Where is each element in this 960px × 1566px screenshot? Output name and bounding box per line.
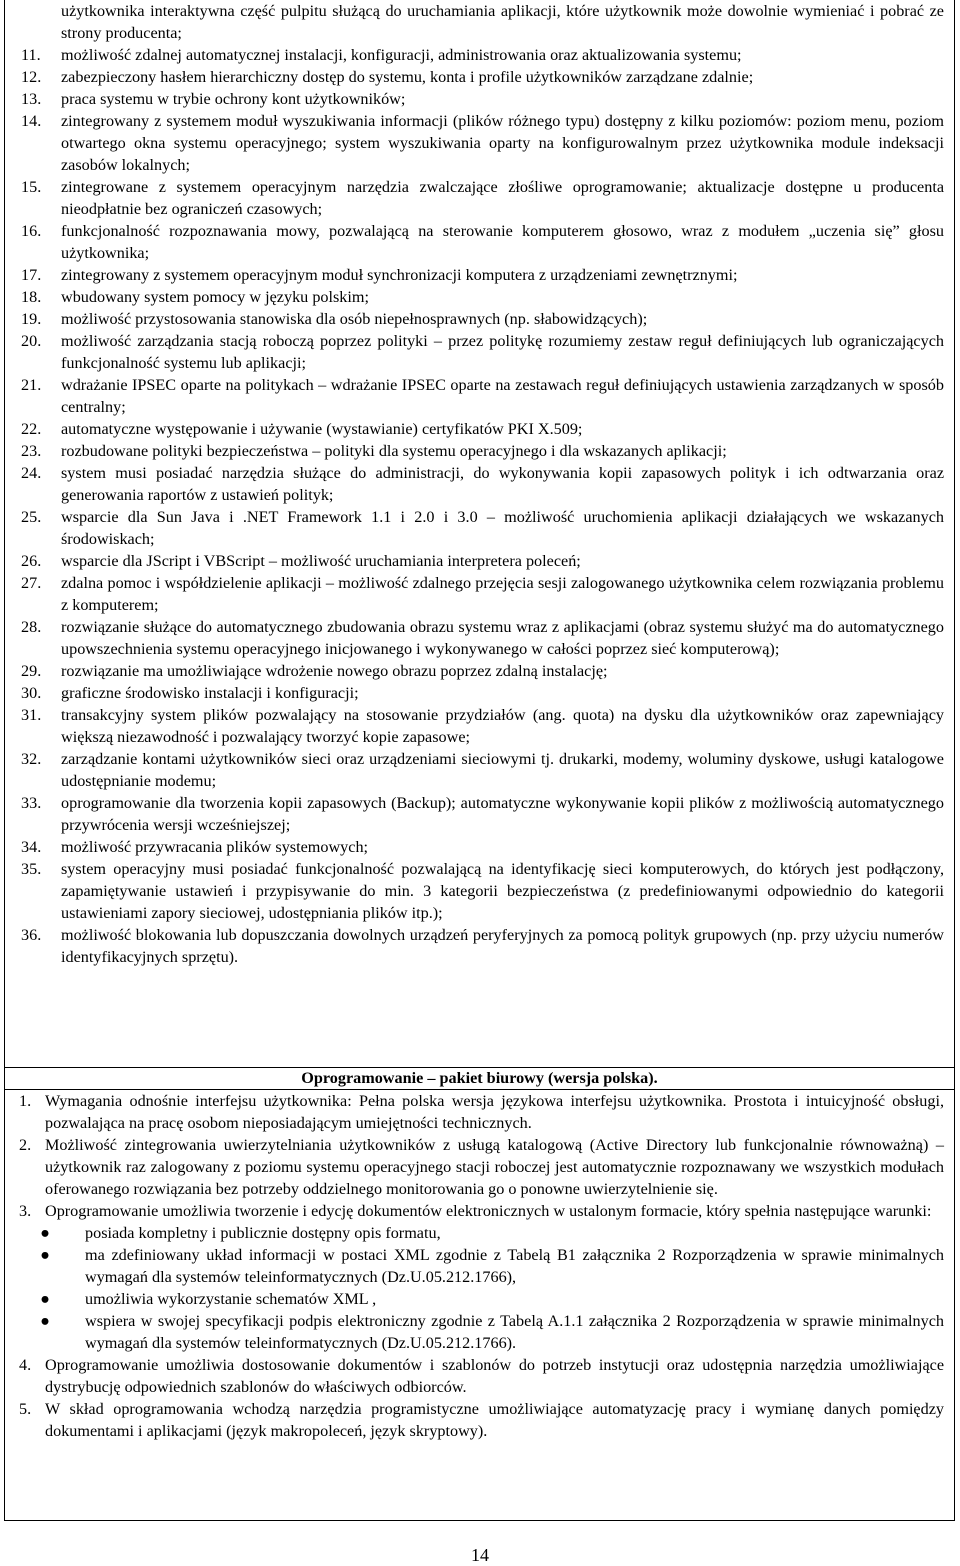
list-item-number: 31. <box>21 706 42 724</box>
office-requirements-section <box>5 1090 954 1442</box>
list-item <box>5 110 954 176</box>
list-item <box>5 836 954 858</box>
list-item-number: 21. <box>21 376 42 394</box>
list-item-number: 3. <box>19 1202 32 1220</box>
list-item-number: 35. <box>21 860 42 878</box>
list-item-text: wsparcie dla Sun Java i .NET Framework 1.1 i 2.0 i 3.0 – możliwość uruchomienia aplikacji działających we wskazanych środowiskach; <box>61 508 944 548</box>
list-item-text: automatyczne występowanie i używanie (wystawianie) certyfikatów PKI X.509; <box>61 420 583 438</box>
list-item-text: możliwość zdalnej automatycznej instalacji, konfiguracji, administrowania oraz aktualizowania systemu; <box>61 46 742 64</box>
list-item-text: zabezpieczony hasłem hierarchiczny dostęp do systemu, konta i profile użytkowników zarządzane zdalnie; <box>61 68 754 86</box>
list-item-text: zintegrowany z systemem moduł wyszukiwania informacji (plików różnego typu) dostępny z kilku poziomów: poziom menu, poziom otwartego okna systemu operacyjnego; system wyszukiwania oparty na konfigurowalnym przez użytkownika module indeksacji zasobów lokalnych; <box>61 112 944 174</box>
list-item <box>5 682 954 704</box>
list-item-text: wdrażanie IPSEC oparte na politykach – wdrażanie IPSEC oparte na zestawach reguł definiujących ustawienia zarządzanych w sposób centralny; <box>61 376 944 416</box>
bullet-item <box>5 1222 954 1244</box>
list-item <box>5 924 954 968</box>
bullet-item <box>5 1310 954 1354</box>
list-item-number: 18. <box>21 288 42 306</box>
list-item <box>5 572 954 616</box>
list-item-text: graficzne środowisko instalacji i konfiguracji; <box>61 684 359 702</box>
list-item-text: rozwiązanie służące do automatycznego zbudowania obrazu systemu wraz z aplikacjami (obraz systemu służyć ma do automatycznego upowszechnienia systemu operacyjnego inicjowanego i wykonywanego w całości poprzez sieć komputerową); <box>61 618 944 658</box>
list-item-text: rozbudowane polityki bezpieczeństwa – polityki dla systemu operacyjnego i dla wskazanych aplikacji; <box>61 442 727 460</box>
bullet-text: posiada kompletny i publicznie dostępny opis formatu, <box>85 1224 441 1242</box>
list-item <box>5 330 954 374</box>
list-item-number: 32. <box>21 750 42 768</box>
list-item <box>5 858 954 924</box>
document-frame <box>4 0 955 1521</box>
list-item-number: 14. <box>21 112 42 130</box>
bullet-item <box>5 1244 954 1288</box>
list-item <box>5 88 954 110</box>
list-item-text: zarządzanie kontami użytkowników sieci oraz urządzeniami sieciowymi tj. drukarki, modemy, woluminy dyskowe, usługi katalogowe udostępnianie modemu; <box>61 750 944 790</box>
list-item-text: zintegrowany z systemem operacyjnym moduł synchronizacji komputera z urządzeniami zewnętrznymi; <box>61 266 738 284</box>
list-item-text: Możliwość zintegrowania uwierzytelniania użytkowników z usługą katalogową (Active Directory lub funkcjonalnie równoważną) – użytkownik raz zalogowany z poziomu systemu operacyjnego stacji roboczej jest automatycznie rozpoznawany we wszystkich modułach oferowanego rozwiązania bez potrzeby oddzielnego monitorowania go o ponowne uwierzytelnienie się. <box>45 1136 944 1198</box>
os-requirements-list <box>5 44 954 968</box>
list-item <box>5 1200 954 1222</box>
page-number: 14 <box>471 1545 489 1565</box>
list-item <box>5 748 954 792</box>
list-item-text: możliwość zarządzania stacją roboczą poprzez polityki – przez politykę rozumiemy zestaw reguł definiujących lub ograniczających funkcjonalność systemu lub aplikacji; <box>61 332 944 372</box>
bullet-icon: ● <box>40 1312 50 1330</box>
list-item-number: 1. <box>19 1092 32 1110</box>
list-item-text: możliwość przystosowania stanowiska dla osób niepełnosprawnych (np. słabowidzących); <box>61 310 648 328</box>
list-item <box>5 1354 954 1398</box>
list-item <box>5 616 954 660</box>
list-item <box>5 66 954 88</box>
list-item-number: 5. <box>19 1400 32 1418</box>
list-item-number: 29. <box>21 662 42 680</box>
list-item-number: 28. <box>21 618 42 636</box>
bullet-text: umożliwia wykorzystanie schematów XML , <box>85 1290 377 1308</box>
continued-item-text: użytkownika interaktywna część pulpitu służącą do uruchamiania aplikacji, które użytkownik może dowolnie wymieniać i pobrać ze strony producenta; <box>61 2 944 42</box>
office-requirements-list <box>5 1090 954 1222</box>
list-item <box>5 176 954 220</box>
format-conditions-list <box>5 1222 954 1354</box>
list-item <box>5 308 954 330</box>
list-item <box>5 220 954 264</box>
list-item <box>5 286 954 308</box>
list-item-number: 20. <box>21 332 42 350</box>
bullet-icon: ● <box>40 1246 50 1264</box>
list-item-number: 4. <box>19 1356 32 1374</box>
list-item-number: 16. <box>21 222 42 240</box>
list-item <box>5 264 954 286</box>
list-item-number: 25. <box>21 508 42 526</box>
list-item-number: 23. <box>21 442 42 460</box>
list-item-number: 13. <box>21 90 42 108</box>
bullet-item <box>5 1288 954 1310</box>
list-item-text: Oprogramowanie umożliwia tworzenie i edycję dokumentów elektronicznych w ustalonym formacie, który spełnia następujące warunki: <box>45 1202 932 1220</box>
list-item-text: funkcjonalność rozpoznawania mowy, pozwalającą na sterowanie komputerem głosowo, wraz z modułem „uczenia się” głosu użytkownika; <box>61 222 944 262</box>
bullet-text: wspiera w swojej specyfikacji podpis elektroniczny zgodnie z Tabelą A.1.1 załącznika 2 Rozporządzenia w sprawie minimalnych wymagań dla systemów teleinformatycznych (Dz.U.05.212.1766). <box>85 1312 944 1352</box>
office-requirements-list-continued <box>5 1354 954 1442</box>
list-item-number: 12. <box>21 68 42 86</box>
list-item <box>5 418 954 440</box>
list-item-text: Oprogramowanie umożliwia dostosowanie dokumentów i szablonów do potrzeb instytucji oraz udostępnia narzędzia umożliwiające dystrybucję odpowiednich szablonów do właściwych odbiorców. <box>45 1356 944 1396</box>
list-item-text: system musi posiadać narzędzia służące do administracji, do wykonywania kopii zapasowych polityk i ich odtwarzania oraz generowania raportów z ustawień polityk; <box>61 464 944 504</box>
list-item-number: 24. <box>21 464 42 482</box>
list-item <box>5 462 954 506</box>
list-item-number: 2. <box>19 1136 32 1154</box>
list-item-text: W skład oprogramowania wchodzą narzędzia programistyczne umożliwiające automatyzację pracy i wymianę danych pomiędzy dokumentami i aplikacjami (język makropoleceń, język skryptowy). <box>45 1400 944 1440</box>
os-requirements-section <box>5 0 954 1068</box>
list-item-number: 27. <box>21 574 42 592</box>
list-item-text: zdalna pomoc i współdzielenie aplikacji – możliwość zdalnego przejęcia sesji zalogowanego użytkownika celem rozwiązania problemu z komputerem; <box>61 574 944 614</box>
list-item-text: rozwiązanie ma umożliwiające wdrożenie nowego obrazu poprzez zdalną instalację; <box>61 662 608 680</box>
list-item-text: system operacyjny musi posiadać funkcjonalność pozwalającą na identyfikację sieci komputerowych, do których jest podłączony, zapamiętywanie ustawień i przypisywanie do min. 3 kategorii bezpieczeństwa (z predefiniowanymi odpowiednio do kategorii ustawieniami zapory sieciowej, udostępniania plików itp.); <box>61 860 944 922</box>
list-item-text: oprogramowanie dla tworzenia kopii zapasowych (Backup); automatyczne wykonywanie kopii plików z możliwością automatycznego przywrócenia wersji wcześniejszej; <box>61 794 944 834</box>
bullet-icon: ● <box>40 1224 50 1242</box>
list-item <box>5 550 954 572</box>
list-item-text: wbudowany system pomocy w języku polskim; <box>61 288 369 306</box>
list-item <box>5 374 954 418</box>
list-item-number: 19. <box>21 310 42 328</box>
list-item-number: 17. <box>21 266 42 284</box>
bullet-icon: ● <box>40 1290 50 1308</box>
list-item <box>5 1134 954 1200</box>
list-item <box>5 704 954 748</box>
list-item-number: 11. <box>21 46 41 64</box>
list-item-number: 15. <box>21 178 42 196</box>
list-item-text: możliwość przywracania plików systemowych; <box>61 838 369 856</box>
section-heading: Oprogramowanie – pakiet biurowy (wersja polska). <box>5 1068 954 1090</box>
list-item <box>5 660 954 682</box>
list-item-number: 30. <box>21 684 42 702</box>
list-item-text: zintegrowane z systemem operacyjnym narzędzia zwalczające złośliwe oprogramowanie; aktualizacje dostępne u producenta nieodpłatnie bez ograniczeń czasowych; <box>61 178 944 218</box>
list-item-text: praca systemu w trybie ochrony kont użytkowników; <box>61 90 406 108</box>
list-item <box>5 792 954 836</box>
list-item <box>5 1398 954 1442</box>
bullet-text: ma zdefiniowany układ informacji w postaci XML zgodnie z Tabelą B1 załącznika 2 Rozporządzenia w sprawie minimalnych wymagań dla systemów teleinformatycznych (Dz.U.05.212.1766), <box>85 1246 944 1286</box>
list-item-number: 36. <box>21 926 42 944</box>
list-item-number: 26. <box>21 552 42 570</box>
list-item <box>5 44 954 66</box>
list-item <box>5 440 954 462</box>
list-item-text: Wymagania odnośnie interfejsu użytkownika: Pełna polska wersja językowa interfejsu użytkownika. Prostota i intuicyjność obsługi, pozwalająca na pracę osobom nieposiadającym umiejętności technicznych. <box>45 1092 944 1132</box>
list-item-number: 33. <box>21 794 42 812</box>
list-item-number: 22. <box>21 420 42 438</box>
list-item-text: transakcyjny system plików pozwalający na stosowanie przydziałów (ang. quota) na dysku dla użytkowników oraz zapewniający większą niezawodność i pozwalający tworzyć kopie zapasowe; <box>61 706 944 746</box>
list-item <box>5 1090 954 1134</box>
list-item-text: wsparcie dla JScript i VBScript – możliwość uruchamiania interpretera poleceń; <box>61 552 581 570</box>
list-item-number: 34. <box>21 838 42 856</box>
list-item <box>5 506 954 550</box>
list-item-text: możliwość blokowania lub dopuszczania dowolnych urządzeń peryferyjnych za pomocą polityk grupowych (np. przy użyciu numerów identyfikacyjnych sprzętu). <box>61 926 944 966</box>
